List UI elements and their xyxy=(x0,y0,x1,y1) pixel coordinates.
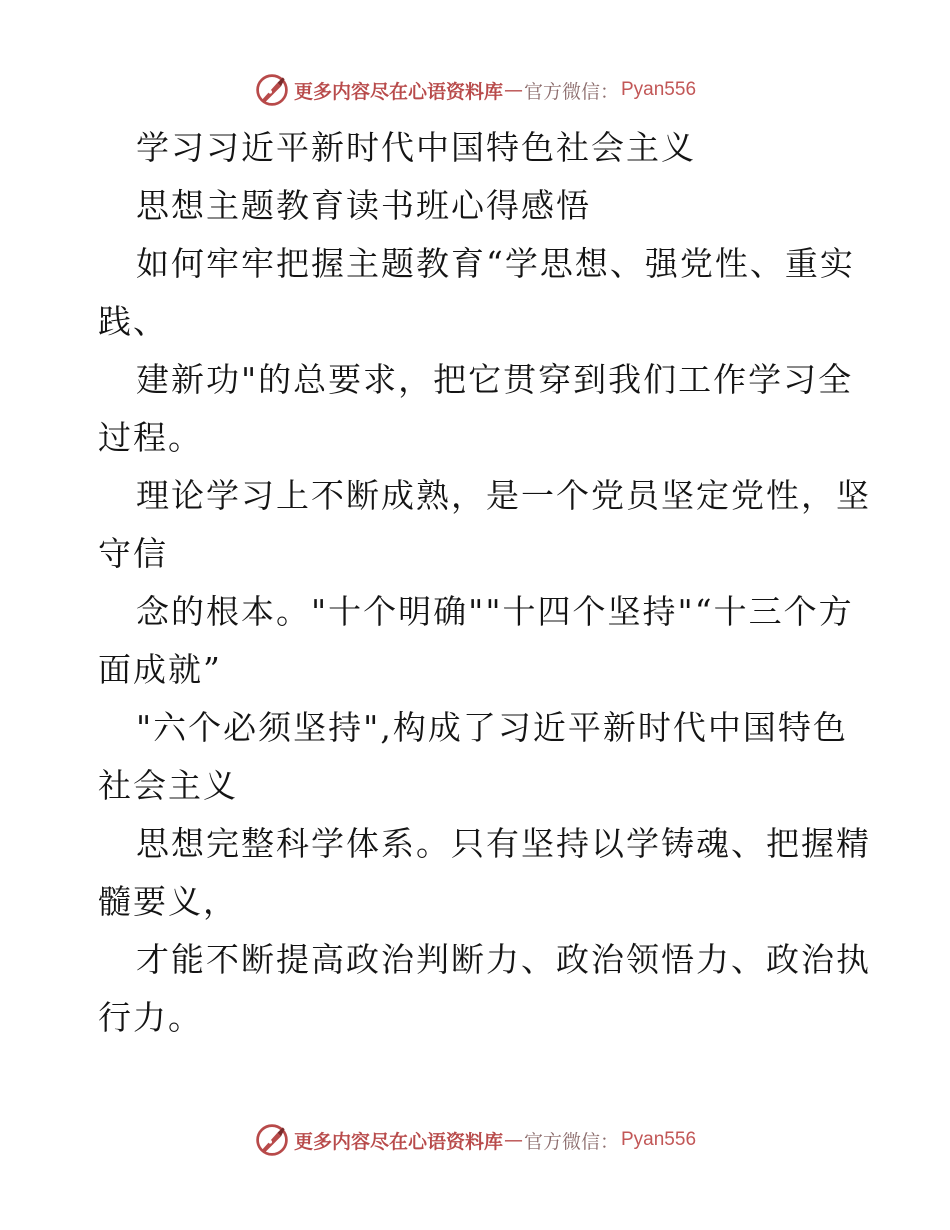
watermark-dash: — xyxy=(503,1129,523,1151)
text-line: 念的根本。"十个明确""十四个坚持"“十三个方 xyxy=(136,592,854,631)
text-line: 社会主义 xyxy=(98,766,238,805)
text-line: 践、 xyxy=(98,302,168,341)
watermark-label: 官方微信： xyxy=(523,80,619,103)
text-line: 学习习近平新时代中国特色社会主义 xyxy=(136,128,696,167)
text-line: 思想主题教育读书班心得感悟 xyxy=(136,186,591,225)
watermark-wechat-id: Pyan556 xyxy=(621,1129,697,1150)
text-line: 过程。 xyxy=(98,418,203,457)
pen-nib-logo-icon xyxy=(254,72,290,108)
watermark-wechat-id: Pyan556 xyxy=(621,79,697,100)
text-line: 才能不断提高政治判断力、政治领悟力、政治执 xyxy=(136,940,871,979)
watermark-dash: — xyxy=(503,79,523,101)
watermark-main-text: 更多内容尽在心语资料库 xyxy=(293,1130,503,1153)
text-line: 思想完整科学体系。只有坚持以学铸魂、把握精 xyxy=(136,824,871,863)
text-line: 行力。 xyxy=(98,998,203,1037)
text-line: 如何牢牢把握主题教育“学思想、强党性、重实 xyxy=(136,244,855,283)
text-line: 髓要义， xyxy=(98,882,238,921)
footer-watermark xyxy=(0,1120,950,1160)
pen-nib-logo-icon xyxy=(254,1122,290,1158)
text-line: "六个必须坚持",构成了习近平新时代中国特色 xyxy=(136,708,848,747)
watermark-label: 官方微信： xyxy=(523,1130,619,1153)
text-line: 建新功"的总要求，把它贯穿到我们工作学习全 xyxy=(136,360,854,399)
header-watermark xyxy=(0,70,950,110)
text-line: 守信 xyxy=(98,534,168,573)
watermark-main-text: 更多内容尽在心语资料库 xyxy=(293,80,503,103)
text-line: 面成就” xyxy=(98,650,222,689)
text-line: 理论学习上不断成熟，是一个党员坚定党性，坚 xyxy=(136,476,871,515)
